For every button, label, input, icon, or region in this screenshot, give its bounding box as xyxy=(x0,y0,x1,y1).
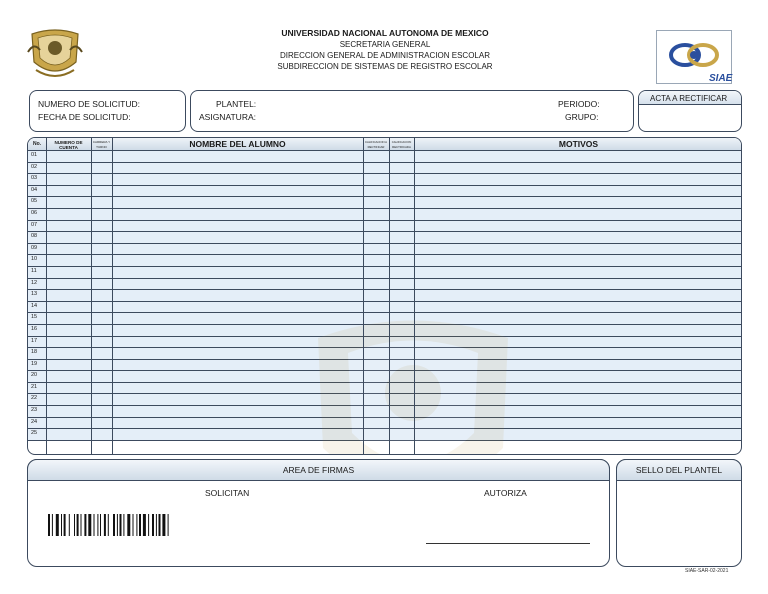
col-divider xyxy=(112,138,113,454)
solicitan-label: SOLICITAN xyxy=(205,488,250,498)
barcode-bar xyxy=(136,514,137,536)
form-code: SIAE-SAR-02-2021 xyxy=(685,568,729,574)
acta-box xyxy=(638,90,742,132)
table-row xyxy=(28,279,741,291)
row-number: 05 xyxy=(31,198,38,205)
row-number: 21 xyxy=(31,383,38,390)
row-number: 09 xyxy=(31,244,38,251)
row-number: 02 xyxy=(31,163,38,170)
table-row xyxy=(28,151,741,163)
barcode-bar xyxy=(88,514,91,536)
table-header xyxy=(28,138,741,151)
header-line-4: SUBDIRECCION DE SISTEMAS DE REGISTRO ESCOLAR xyxy=(277,62,493,71)
asignatura-label: ASIGNATURA: xyxy=(199,112,256,122)
col-motivos-header: MOTIVOS xyxy=(558,139,599,149)
siae-logo xyxy=(656,30,732,84)
barcode-bar xyxy=(127,514,130,536)
barcode-bar xyxy=(97,514,98,536)
row-number: 07 xyxy=(31,221,38,228)
row-number: 18 xyxy=(31,349,38,356)
barcode-bar xyxy=(69,514,70,536)
sello-title: SELLO DEL PLANTEL xyxy=(635,465,723,475)
barcode-bar xyxy=(100,514,101,536)
barcode-bar xyxy=(156,514,157,536)
table-row xyxy=(28,186,741,198)
row-number: 24 xyxy=(31,418,38,425)
row-number: 06 xyxy=(31,209,38,216)
barcode-bar xyxy=(159,514,161,536)
row-number: 10 xyxy=(31,256,38,263)
table-row xyxy=(28,209,741,221)
barcode-bar xyxy=(74,514,75,536)
row-number: 04 xyxy=(31,186,38,193)
header-line-2: SECRETARIA GENERAL xyxy=(339,40,431,49)
table-row xyxy=(28,197,741,209)
row-number: 19 xyxy=(31,360,38,367)
table-row xyxy=(28,221,741,233)
table-row xyxy=(28,267,741,279)
table-row xyxy=(28,232,741,244)
acta-label: ACTA A RECTIFICAR xyxy=(650,94,728,103)
row-number: 15 xyxy=(31,314,38,321)
col-divider xyxy=(414,138,415,454)
header-line-3: DIRECCION GENERAL DE ADMINISTRACION ESCOLAR xyxy=(280,51,490,60)
barcode-bar xyxy=(94,514,95,536)
autoriza-label: AUTORIZA xyxy=(484,488,527,498)
siae-logo-graphic xyxy=(657,31,733,85)
row-number: 16 xyxy=(31,325,38,332)
document-header xyxy=(230,28,540,72)
unam-crest-logo xyxy=(24,22,86,84)
numero-solicitud-label: NUMERO DE SOLICITUD: xyxy=(38,99,141,109)
col-divider xyxy=(46,138,47,454)
barcode-bar xyxy=(120,514,122,536)
barcode-bar xyxy=(52,514,53,536)
firmas-header xyxy=(27,459,610,481)
row-number: 11 xyxy=(31,267,37,274)
row-number: 12 xyxy=(31,279,38,286)
barcode-bar xyxy=(104,514,106,536)
barcode-bar xyxy=(143,514,146,536)
fecha-solicitud-label: FECHA DE SOLICITUD: xyxy=(38,112,131,122)
col-calif-rect-header: CALIFICACION A RECTIFICAR xyxy=(364,139,388,149)
barcode-bar xyxy=(108,514,109,536)
table-row xyxy=(28,174,741,186)
barcode-bar xyxy=(81,514,82,536)
periodo-label: PERIODO: xyxy=(558,99,600,109)
plantel-box xyxy=(190,90,634,132)
col-cuenta-header: NUMERO DE CUENTA xyxy=(54,139,83,150)
col-divider xyxy=(363,138,364,454)
table-row xyxy=(28,163,741,175)
siae-logo-text: SIAE xyxy=(709,73,733,84)
barcode-bar xyxy=(133,514,134,536)
barcode-bar xyxy=(168,514,169,536)
barcode-bar xyxy=(64,514,66,536)
row-number: 25 xyxy=(31,430,38,437)
row-number: 01 xyxy=(31,152,38,158)
row-number: 20 xyxy=(31,372,38,379)
students-table xyxy=(27,137,742,455)
plantel-label: PLANTEL: xyxy=(216,99,257,109)
barcode-bar xyxy=(77,514,79,536)
barcode-bar xyxy=(123,514,124,536)
unam-watermark-icon xyxy=(298,298,528,455)
row-number: 08 xyxy=(31,233,38,240)
barcode-bar xyxy=(61,514,62,536)
col-divider xyxy=(91,138,92,454)
row-number: 23 xyxy=(31,407,38,414)
row-number: 14 xyxy=(31,302,38,309)
table-row xyxy=(28,255,741,267)
row-number: 13 xyxy=(31,291,38,298)
barcode-bar xyxy=(48,514,50,536)
barcode-bar xyxy=(148,514,149,536)
col-no-header: No. xyxy=(32,141,42,147)
autoriza-signature-line xyxy=(426,543,590,544)
col-calif-rectif-header: CALIFICACION RECTIFICADA xyxy=(391,139,412,149)
row-number: 17 xyxy=(31,337,38,344)
barcode-bar xyxy=(56,514,59,536)
row-number: 22 xyxy=(31,395,38,402)
table-row xyxy=(28,244,741,256)
barcode-bar xyxy=(162,514,165,536)
barcode-bar xyxy=(117,514,118,536)
firmas-title: AREA DE FIRMAS xyxy=(282,465,355,475)
barcode-bar xyxy=(152,514,154,536)
col-carrera-header: CARRERA Y TURNO xyxy=(92,139,111,149)
barcode-image xyxy=(48,514,210,536)
col-nombre-header: NOMBRE DEL ALUMNO xyxy=(189,139,286,149)
university-name: UNIVERSIDAD NACIONAL AUTONOMA DE MEXICO xyxy=(281,28,489,38)
row-number: 03 xyxy=(31,175,38,182)
barcode-bar xyxy=(84,514,86,536)
barcode-bar xyxy=(139,514,141,536)
grupo-label: GRUPO: xyxy=(565,112,599,122)
sello-header xyxy=(616,459,742,481)
barcode-bar xyxy=(113,514,115,536)
col-divider xyxy=(389,138,390,454)
solicitud-box xyxy=(29,90,186,132)
